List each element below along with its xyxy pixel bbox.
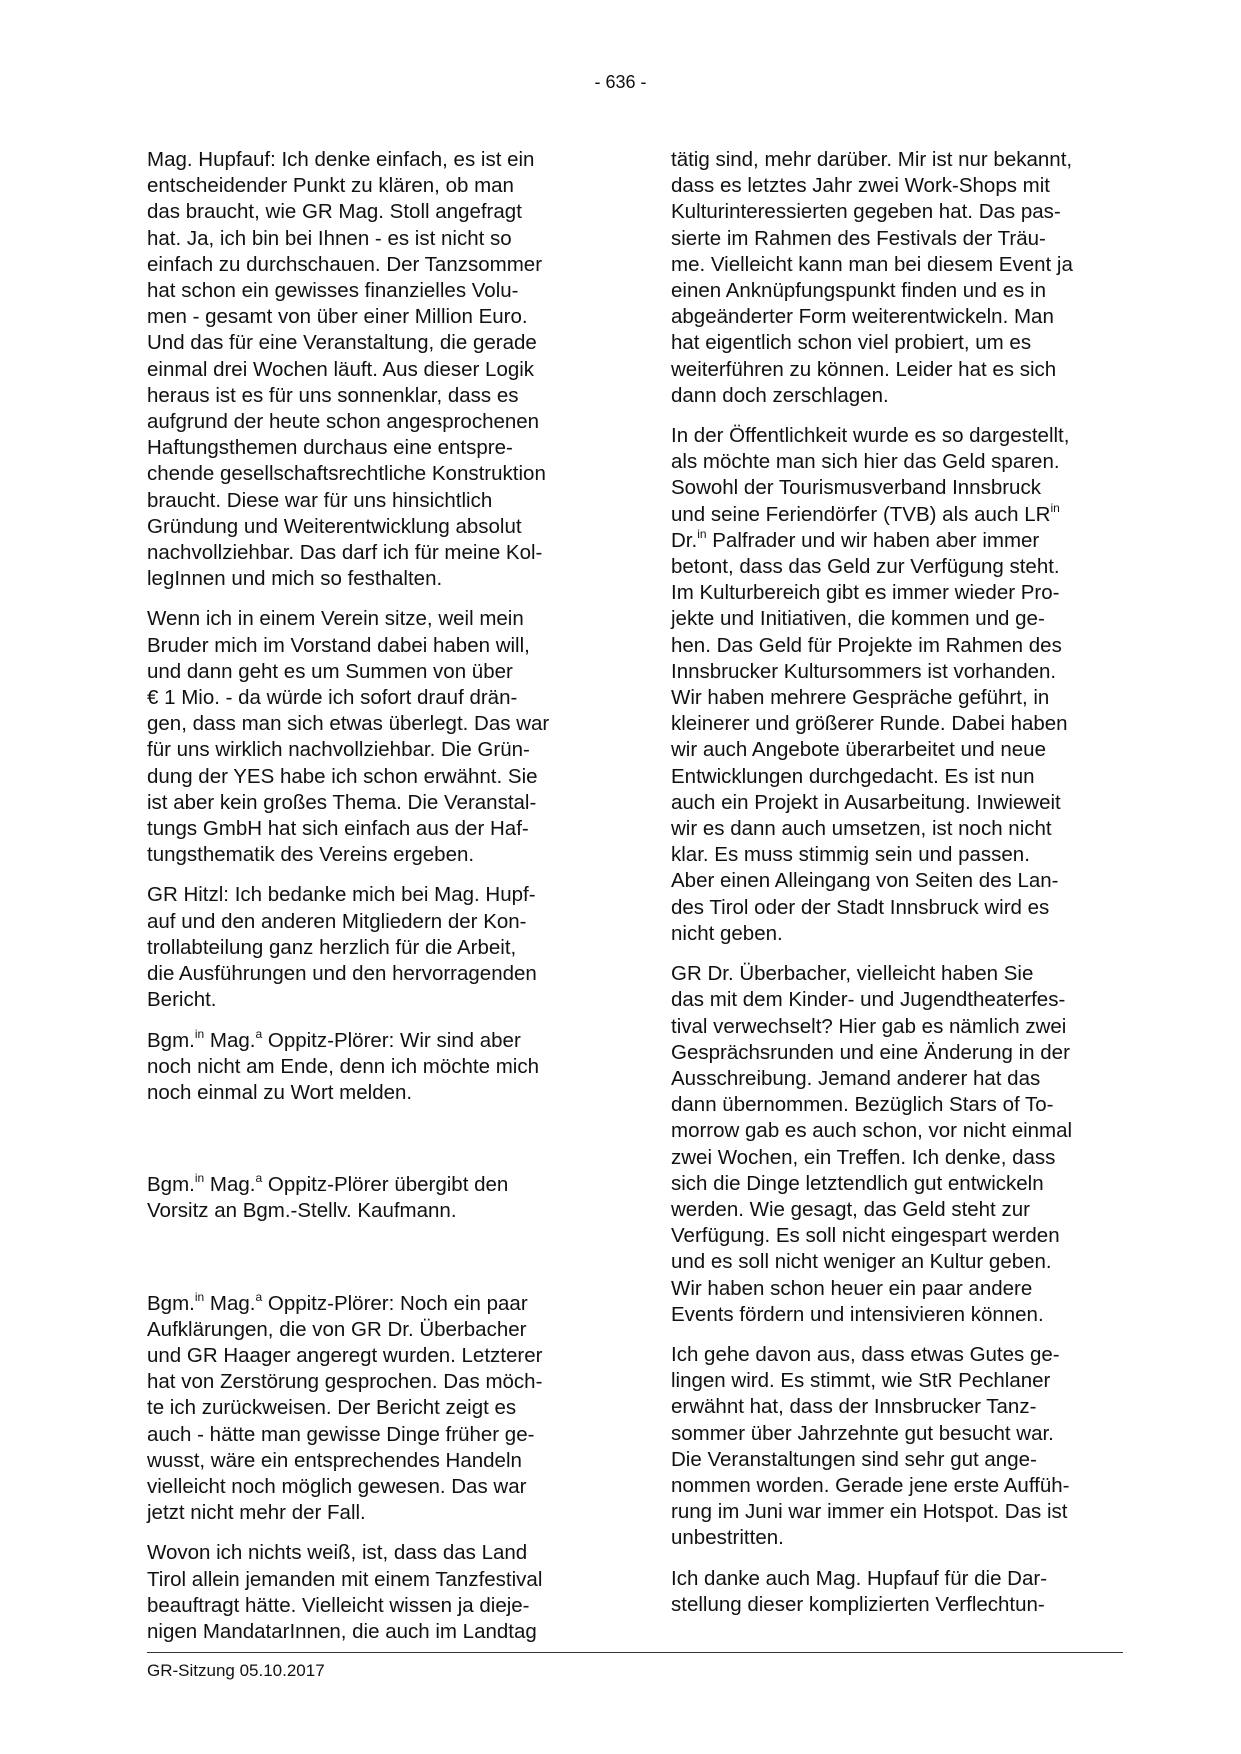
text-line: Kulturinteressierten gegeben hat. Das pas- [671,200,1061,224]
text-line: wusst, wäre ein entsprechendes Handeln [147,1448,522,1472]
text-line: heraus ist es für uns sonnenklar, dass es [147,383,519,407]
text-line: wir es dann auch umsetzen, ist noch nicht [671,817,1052,841]
text-line: Gründung und Weiterentwicklung absolut [147,514,522,538]
text-line: GR Dr. Überbacher, vielleicht haben Sie [671,962,1034,986]
paragraph-hupfauf-2 [147,606,592,868]
text-line: sich die Dinge letztendlich gut entwickeln [671,1171,1044,1195]
text-line: te ich zurückweisen. Der Bericht zeigt es [147,1396,517,1420]
text-line: Wovon ich nichts weiß, ist, dass das Land [147,1541,528,1565]
page-number: - 636 - [594,72,647,92]
text-line: rung im Juni war immer ein Hotspot. Das ist [671,1500,1068,1524]
text-line: nigen MandatarInnen, die auch im Landtag [147,1619,537,1643]
text-line: tival verwechselt? Hier gab es nämlich zwei [671,1014,1067,1038]
text-line: und GR Haager angeregt wurden. Letzterer [147,1343,543,1367]
text-line: GR Hitzl: Ich bedanke mich bei Mag. Hupf- [147,883,536,907]
text-line: für uns wirklich nachvollziehbar. Die Grün- [147,738,530,762]
paragraph-workshops [671,147,1116,409]
text-line: Innsbrucker Kultursommers ist vorhanden. [671,659,1057,683]
text-line: aufgrund der heute schon angesprochenen [147,410,540,434]
text-line: sommer über Jahrzehnte gut besucht war. [671,1421,1054,1445]
text-line: dung der YES habe ich schon erwähnt. Sie [147,764,538,788]
text-line: auf und den anderen Mitgliedern der Kon- [147,909,527,933]
text-line: unbestritten. [671,1526,784,1550]
text-line: men - gesamt von über einer Million Euro. [147,305,528,329]
text-line: Gesprächsrunden und eine Änderung in der [671,1040,1070,1064]
text-line: Vorsitz an Bgm.-Stellv. Kaufmann. [147,1199,457,1223]
text-line: Mag. Hupfauf: Ich denke einfach, es ist ein [147,148,535,171]
text-line: Tirol allein jemanden mit einem Tanzfestival [147,1567,543,1591]
text-line: das mit dem Kinder- und Jugendtheaterfes- [671,988,1066,1012]
text-line: stellung dieser komplizierten Verflechtun- [671,1592,1045,1616]
text-line: abgeänderter Form weiterentwickeln. Man [671,305,1054,329]
text-line: Ich gehe davon aus, dass etwas Gutes ge- [671,1342,1060,1366]
text-line: werden. Wie gesagt, das Geld steht zur [671,1197,1030,1221]
text-line: und dann geht es um Summen von über [147,659,513,683]
text-line: Bgm.$^{in}$ Mag.$^a$ Oppitz-Plörer übergibt den [147,1171,509,1197]
text-line: hat eigentlich schon viel probiert, um es [671,331,1032,355]
text-line: Verfügung. Es soll nicht eingespart werden [671,1224,1060,1248]
text-line: Bruder mich im Vorstand dabei haben will, [147,633,530,657]
text-line: Aufklärungen, die von GR Dr. Überbacher [147,1317,527,1341]
text-line: Wir haben schon heuer ein paar andere [671,1276,1033,1300]
text-line: Bgm.$^{in}$ Mag.$^a$ Oppitz-Plörer: Wir sind aber [147,1026,521,1052]
text-line: sierte im Rahmen des Festivals der Träu- [671,226,1046,250]
text-line: dass es letztes Jahr zwei Work-Shops mit [671,174,1050,198]
footer-session-date: GR-Sitzung 05.10.2017 [147,1661,325,1680]
text-line: beauftragt hätte. Vielleicht wissen ja dieje- [147,1593,530,1617]
text-line: Bericht. [147,988,217,1012]
paragraph-dank [671,1566,1116,1618]
text-line: nicht geben. [671,921,783,945]
text-line: vielleicht noch möglich gewesen. Das war [147,1474,527,1498]
text-line: Dr.$^{in}$ Palfrader und wir haben aber immer [671,526,1040,552]
paragraph-ueberbacher [671,961,1116,1328]
text-line: morrow gab es auch schon, vor nicht einmal [671,1119,1073,1143]
text-line: als möchte man sich hier das Geld sparen. [671,450,1060,474]
text-line: einen Anknüpfungspunkt finden und es in [671,279,1046,303]
paragraph-hupfauf-1 [147,147,592,592]
text-line: tätig sind, mehr darüber. Mir ist nur bekannt, [671,148,1073,171]
text-line: weiterführen zu können. Leider hat es sich [671,357,1057,381]
text-line: zwei Wochen, ein Treffen. Ich denke, dass [671,1145,1056,1169]
text-line: betont, dass das Geld zur Verfügung steht. [671,555,1060,579]
footer-divider [147,1652,1123,1653]
text-line: trollabteilung ganz herzlich für die Arbeit, [147,935,517,959]
text-line: auch - hätte man gewisse Dinge früher ge- [147,1422,535,1446]
text-line: entscheidender Punkt zu klären, ob man [147,174,514,198]
text-line: Die Veranstaltungen sind sehr gut ange- [671,1447,1037,1471]
text-line: dann doch zerschlagen. [671,383,889,407]
text-line: Aber einen Alleingang von Seiten des Lan- [671,869,1059,893]
text-line: wir auch Angebote überarbeitet und neue [671,738,1046,762]
text-line: me. Vielleicht kann man bei diesem Event ja [671,252,1073,276]
text-line: auch ein Projekt in Ausarbeitung. Inwieweit [671,790,1061,814]
text-line: hen. Das Geld für Projekte im Rahmen des [671,633,1062,657]
text-line: jekte und Initiativen, die kommen und ge- [671,607,1045,631]
text-line: einmal drei Wochen läuft. Aus dieser Logik [147,357,535,381]
text-line: klar. Es muss stimmig sein und passen. [671,843,1030,867]
text-line: nommen worden. Gerade jene erste Auffüh- [671,1473,1070,1497]
text-line: chende gesellschaftsrechtliche Konstruktion [147,462,546,486]
text-line: des Tirol oder der Stadt Innsbruck wird es [671,895,1050,919]
text-line: legInnen und mich so festhalten. [147,567,443,591]
text-line: hat von Zerstörung gesprochen. Das möch- [147,1370,543,1394]
text-line: Bgm.$^{in}$ Mag.$^a$ Oppitz-Plörer: Noch ein paar [147,1289,528,1315]
text-line: nachvollziehbar. Das darf ich für meine Kol- [147,541,543,565]
text-line: Entwicklungen durchgedacht. Es ist nun [671,764,1035,788]
paragraph-oeffentlichkeit [671,423,1116,947]
text-line: Wenn ich in einem Verein sitze, weil mein [147,607,524,631]
text-line: und seine Feriendörfer (TVB) als auch $LR^{in}$ [671,500,1060,526]
text-line: jetzt nicht mehr der Fall. [147,1501,366,1525]
text-line: Ich danke auch Mag. Hupfauf für die Dar- [671,1566,1048,1590]
text-line: Ausschreibung. Jemand anderer hat das [671,1066,1041,1090]
text-line: € 1 Mio. - da würde ich sofort drauf drän- [147,686,518,710]
text-line: Events fördern und intensivieren können. [671,1302,1044,1326]
text-line: einfach zu durchschauen. Der Tanzsommer [147,252,543,276]
text-line: lingen wird. Es stimmt, wie StR Pechlaner [671,1369,1051,1393]
right-column [671,147,1116,1632]
paragraph-land-tirol [147,1540,592,1645]
paragraph-hitzl [147,882,592,1013]
text-line: und es soll nicht weniger an Kultur geben. [671,1250,1052,1274]
text-line: In der Öffentlichkeit wurde es so dargestellt, [671,424,1070,448]
text-line: erwähnt hat, dass der Innsbrucker Tanz- [671,1395,1037,1419]
text-line: tungsthematik des Vereins ergeben. [147,843,475,867]
text-line: Haftungsthemen durchaus eine entspre- [147,436,513,460]
text-line: die Ausführungen und den hervorragenden [147,962,537,986]
text-line: kleinerer und größerer Runde. Dabei haben [671,712,1068,736]
text-line: braucht. Diese war für uns hinsichtlich [147,488,493,512]
text-line: Sowohl der Tourismusverband Innsbruck [671,476,1041,500]
left-column [147,147,592,1659]
text-line: Und das für eine Veranstaltung, die gerade [147,331,537,355]
text-line: ist aber kein großes Thema. Die Veranstal- [147,790,537,814]
text-line: Im Kulturbereich gibt es immer wieder Pro- [671,581,1060,605]
text-line: noch nicht am Ende, denn ich möchte mich [147,1054,539,1078]
text-line: gen, dass man sich etwas überlegt. Das war [147,712,550,736]
text-line: das braucht, wie GR Mag. Stoll angefragt [147,200,522,224]
text-line: Wir haben mehrere Gespräche geführt, in [671,686,1050,710]
paragraph-tanzsommer [671,1342,1116,1552]
text-line: dann übernommen. Bezüglich Stars of To- [671,1093,1054,1117]
paragraph-oppitz-ploerer-2 [147,1291,592,1527]
text-line: hat schon ein gewisses finanzielles Volu- [147,279,519,303]
paragraph-oppitz-ploerer-1 [147,1028,592,1107]
text-line: hat. Ja, ich bin bei Ihnen - es ist nicht so [147,226,512,250]
text-line: noch einmal zu Wort melden. [147,1080,413,1104]
paragraph-chair-handover [147,1172,592,1224]
text-line: tungs GmbH hat sich einfach aus der Haf- [147,817,529,841]
